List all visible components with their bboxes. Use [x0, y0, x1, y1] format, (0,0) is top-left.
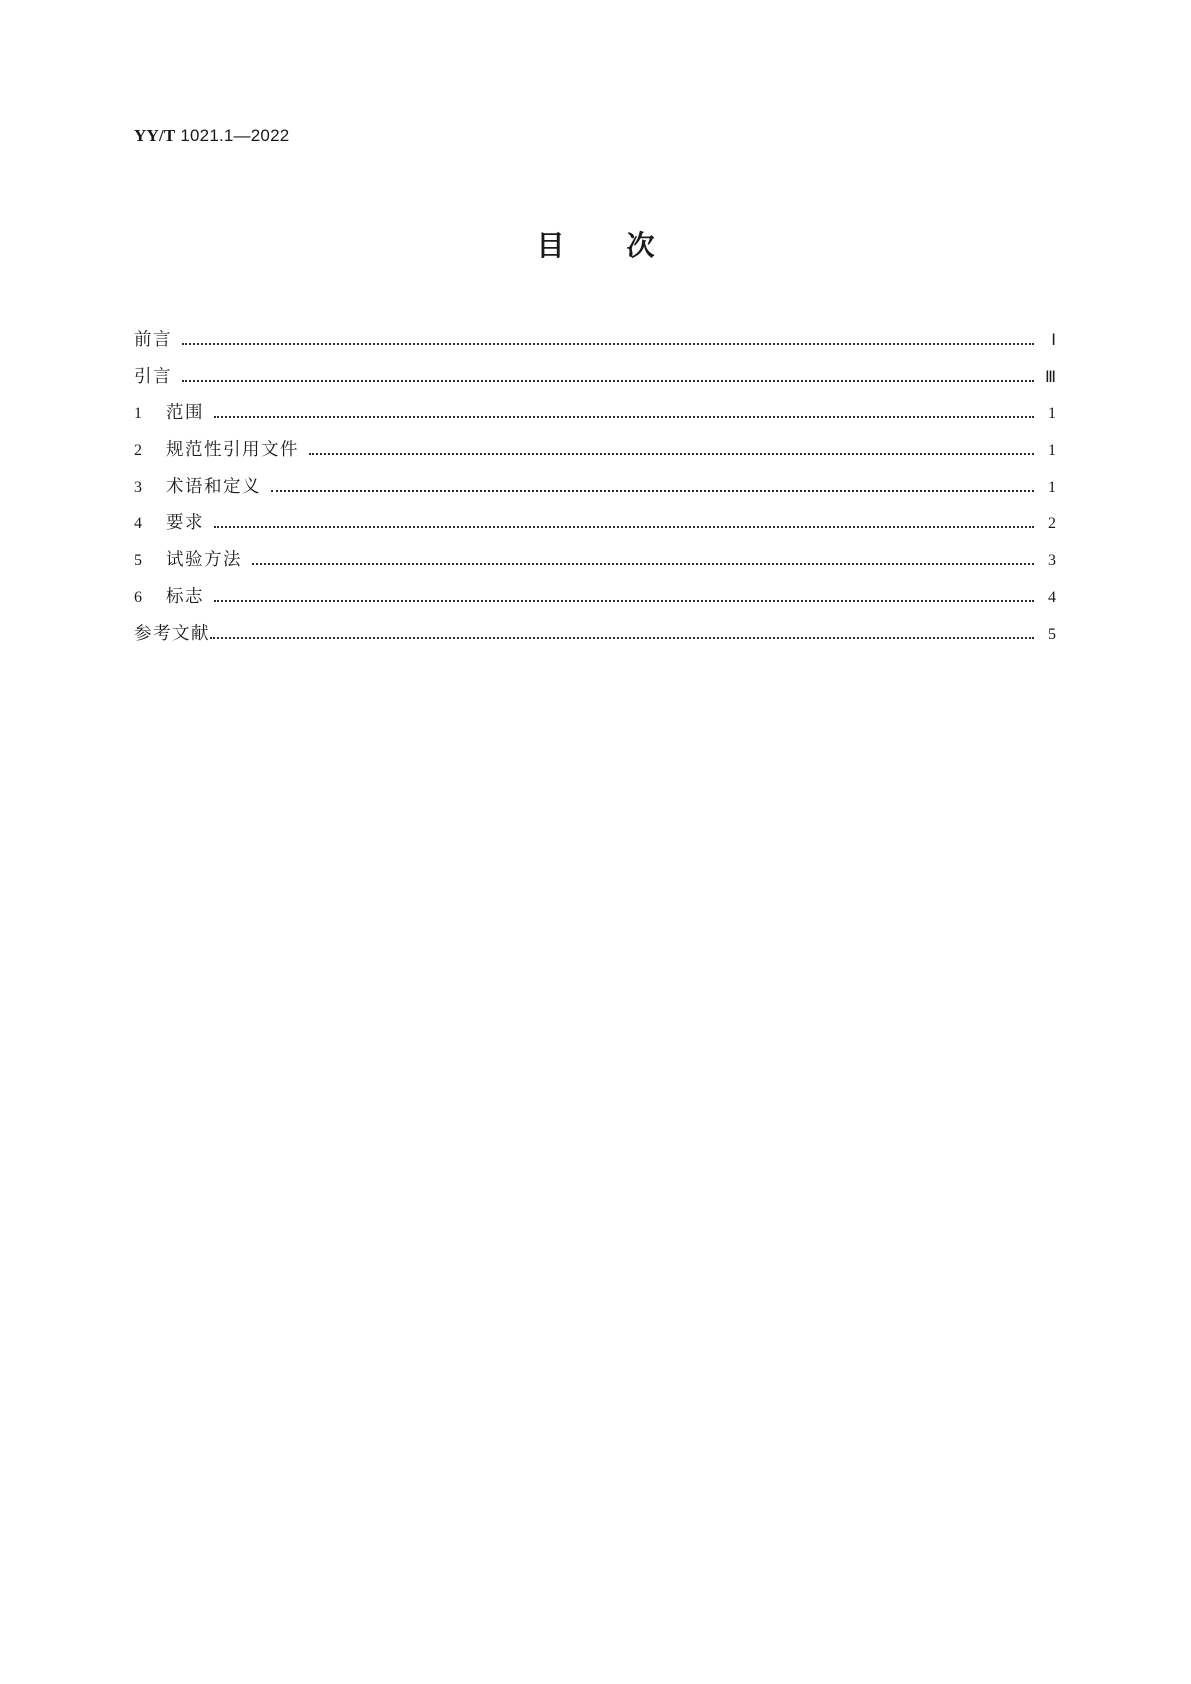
toc-item-label: 要求 [166, 513, 204, 534]
toc-leader-dots [309, 453, 1034, 455]
toc-item-label: 规范性引用文件 [166, 440, 299, 461]
toc-item-page: 2 [1048, 515, 1056, 533]
toc-item-number: 4 [134, 515, 142, 533]
toc-leader-dots [182, 380, 1034, 382]
toc-item-page: 1 [1048, 478, 1056, 496]
toc-item-number: 1 [134, 405, 142, 423]
toc-item-label: 试验方法 [166, 550, 242, 571]
toc-item-normative-references[interactable] [134, 436, 1056, 473]
toc-item-page: 5 [1048, 625, 1056, 643]
toc-item-test-methods[interactable] [134, 546, 1056, 583]
toc-leader-dots [214, 526, 1034, 528]
toc-item-scope[interactable] [134, 399, 1056, 436]
toc-item-marking[interactable] [134, 583, 1056, 620]
toc-item-terms-definitions[interactable] [134, 473, 1056, 510]
toc-item-number: 6 [134, 588, 142, 606]
toc-item-requirements[interactable] [134, 509, 1056, 546]
toc-item-bibliography[interactable] [134, 620, 1056, 657]
toc-item-label: 术语和定义 [166, 476, 261, 497]
toc-item-page: 1 [1048, 442, 1056, 460]
toc-item-label: 标志 [166, 586, 204, 607]
page-title: 目次 [536, 229, 717, 262]
toc-item-page: 1 [1048, 405, 1056, 423]
toc-item-number: 2 [134, 442, 142, 460]
toc-leader-dots [210, 637, 1034, 639]
standard-prefix: YY/T [134, 126, 176, 145]
toc-leader-dots [271, 490, 1034, 492]
toc-item-introduction[interactable] [134, 363, 1056, 400]
standard-code [134, 126, 289, 146]
toc-leader-dots [182, 343, 1034, 345]
toc-leader-dots [252, 563, 1034, 565]
toc-item-label: 范围 [166, 403, 204, 424]
toc-item-label: 前言 [134, 330, 172, 350]
standard-number: 1021.1—2022 [180, 126, 290, 145]
toc-item-number: 3 [134, 478, 142, 496]
toc-item-number: 5 [134, 552, 142, 570]
toc-leader-dots [214, 600, 1034, 602]
toc-item-page: Ⅰ [1051, 332, 1056, 349]
toc-item-page: 4 [1048, 588, 1056, 606]
toc-item-label: 引言 [134, 366, 172, 387]
toc-item-foreword[interactable] [134, 326, 1056, 363]
toc-item-page: Ⅲ [1044, 368, 1056, 386]
toc-item-page: 3 [1048, 552, 1056, 570]
toc-item-label: 参考文献 [134, 623, 210, 644]
table-of-contents [134, 326, 1056, 656]
toc-leader-dots [214, 416, 1034, 418]
